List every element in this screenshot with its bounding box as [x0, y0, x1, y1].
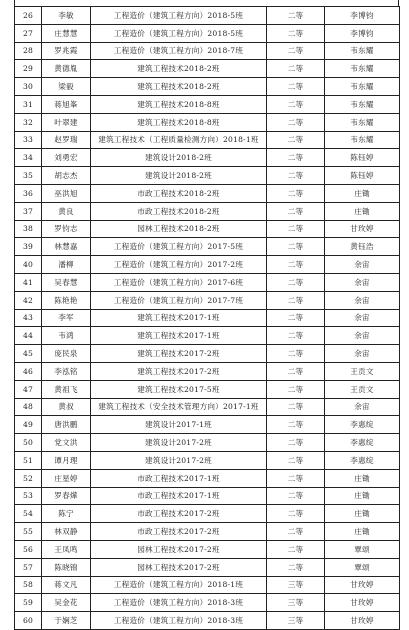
award-level-cell: 二等	[267, 470, 325, 487]
advisor-name-cell: 韦东耀	[325, 114, 400, 131]
student-name-cell: 蒋文凡	[42, 577, 91, 594]
row-number-cell: 47	[15, 381, 42, 398]
row-number-cell: 39	[15, 238, 42, 255]
award-level-cell: 二等	[267, 78, 325, 95]
row-number-cell: 56	[15, 541, 42, 558]
class-name-cell: 建筑工程技术2018-8班	[91, 96, 267, 113]
row-number-cell: 45	[15, 345, 42, 362]
class-name-cell: 建筑工程技术（安全技术管理方向）2017-1班	[91, 399, 267, 416]
row-number-cell: 50	[15, 434, 42, 451]
table-row	[15, 185, 400, 203]
class-name-cell: 建筑设计2017-2班	[91, 434, 267, 451]
advisor-name-cell: 甘玫婷	[325, 612, 400, 629]
student-name-cell: 陈晓锦	[42, 559, 91, 576]
student-name-cell: 李泓铭	[42, 363, 91, 380]
award-level-cell: 二等	[267, 416, 325, 433]
student-name-cell: 刘勇宏	[42, 149, 91, 166]
award-level-cell: 二等	[267, 541, 325, 558]
row-number-cell: 33	[15, 132, 42, 149]
award-level-cell: 二等	[267, 167, 325, 184]
class-name-cell: 建筑工程技术2017-1班	[91, 310, 267, 327]
table-row	[15, 60, 400, 78]
advisor-name-cell: 李惠绽	[325, 452, 400, 469]
class-name-cell: 工程造价（建筑工程方向）2018-3班	[91, 594, 267, 611]
class-name-cell: 建筑设计2018-2班	[91, 167, 267, 184]
award-level-cell: 二等	[267, 363, 325, 380]
class-name-cell: 工程造价（建筑工程方向）2017-7班	[91, 292, 267, 309]
class-name-cell: 建筑设计2017-2班	[91, 452, 267, 469]
table-row	[15, 381, 400, 399]
award-level-cell: 二等	[267, 149, 325, 166]
class-name-cell: 园林工程技术2017-2班	[91, 541, 267, 558]
class-name-cell: 建筑工程技术2017-5班	[91, 381, 267, 398]
student-name-cell: 李敏	[42, 7, 91, 24]
row-number-cell: 26	[15, 7, 42, 24]
award-level-cell: 二等	[267, 274, 325, 291]
table-row	[15, 43, 400, 61]
class-name-cell: 建筑工程技术2017-2班	[91, 363, 267, 380]
row-number-cell: 53	[15, 488, 42, 505]
class-name-cell: 工程造价（建筑工程方向）2018-3班	[91, 612, 267, 629]
row-number-cell: 27	[15, 25, 42, 42]
advisor-name-cell: 韦东耀	[325, 132, 400, 149]
award-level-cell: 二等	[267, 310, 325, 327]
table-row	[15, 7, 400, 25]
row-number-cell: 51	[15, 452, 42, 469]
award-level-cell: 二等	[267, 203, 325, 220]
advisor-name-cell: 甘玫婷	[325, 594, 400, 611]
award-table	[14, 6, 400, 630]
award-level-cell: 二等	[267, 114, 325, 131]
row-number-cell: 52	[15, 470, 42, 487]
student-name-cell: 林双静	[42, 523, 91, 540]
student-name-cell: 林慧嘉	[42, 238, 91, 255]
table-row	[15, 221, 400, 239]
row-number-cell: 54	[15, 505, 42, 522]
student-name-cell: 黄祖飞	[42, 381, 91, 398]
advisor-name-cell: 陈钰婷	[325, 149, 400, 166]
advisor-name-cell: 王贡文	[325, 363, 400, 380]
table-row	[15, 363, 400, 381]
award-level-cell: 二等	[267, 25, 325, 42]
student-name-cell: 吴金花	[42, 594, 91, 611]
table-row	[15, 327, 400, 345]
row-number-cell: 29	[15, 60, 42, 77]
advisor-name-cell: 韦东耀	[325, 60, 400, 77]
table-row	[15, 434, 400, 452]
class-name-cell: 工程造价（建筑工程方向）2017-6班	[91, 274, 267, 291]
student-name-cell: 党文洪	[42, 434, 91, 451]
award-level-cell: 二等	[267, 96, 325, 113]
award-level-cell: 三等	[267, 594, 325, 611]
advisor-name-cell: 庄锄	[325, 185, 400, 202]
award-level-cell: 二等	[267, 381, 325, 398]
row-number-cell: 49	[15, 416, 42, 433]
award-level-cell: 二等	[267, 399, 325, 416]
advisor-name-cell: 陈钰婷	[325, 167, 400, 184]
row-number-cell: 44	[15, 327, 42, 344]
student-name-cell: 巫洪旭	[42, 185, 91, 202]
table-row	[15, 612, 400, 630]
table-row	[15, 523, 400, 541]
class-name-cell: 建筑工程技术（工程质量检测方向）2018-1班	[91, 132, 267, 149]
advisor-name-cell: 韦东耀	[325, 78, 400, 95]
class-name-cell: 园林工程技术2017-2班	[91, 559, 267, 576]
advisor-name-cell: 余宙	[325, 327, 400, 344]
table-row	[15, 274, 400, 292]
advisor-name-cell: 余宙	[325, 256, 400, 273]
student-name-cell: 蒋旭峯	[42, 96, 91, 113]
class-name-cell: 市政工程技术2018-2班	[91, 185, 267, 202]
row-number-cell: 35	[15, 167, 42, 184]
student-name-cell: 叶翠建	[42, 114, 91, 131]
award-level-cell: 二等	[267, 185, 325, 202]
class-name-cell: 建筑工程技术2018-2班	[91, 78, 267, 95]
row-number-cell: 41	[15, 274, 42, 291]
student-name-cell: 于娴芝	[42, 612, 91, 629]
student-name-cell: 韦鸿	[42, 327, 91, 344]
row-number-cell: 32	[15, 114, 42, 131]
award-level-cell: 二等	[267, 505, 325, 522]
class-name-cell: 建筑工程技术2018-8班	[91, 114, 267, 131]
class-name-cell: 工程造价（建筑工程方向）2017-5班	[91, 238, 267, 255]
row-number-cell: 38	[15, 221, 42, 238]
class-name-cell: 建筑工程技术2018-2班	[91, 60, 267, 77]
table-row	[15, 541, 400, 559]
award-level-cell: 二等	[267, 434, 325, 451]
advisor-name-cell: 庄锄	[325, 488, 400, 505]
student-name-cell: 罗春燁	[42, 488, 91, 505]
advisor-name-cell: 余宙	[325, 345, 400, 362]
advisor-name-cell: 王贡文	[325, 381, 400, 398]
advisor-name-cell: 庄锄	[325, 470, 400, 487]
table-row	[15, 470, 400, 488]
student-name-cell: 赵罗瑞	[42, 132, 91, 149]
award-level-cell: 二等	[267, 132, 325, 149]
class-name-cell: 工程造价（建筑工程方向）2017-2班	[91, 256, 267, 273]
row-number-cell: 42	[15, 292, 42, 309]
class-name-cell: 工程造价（建筑工程方向）2018-5班	[91, 25, 267, 42]
class-name-cell: 建筑工程技术2017-2班	[91, 345, 267, 362]
award-level-cell: 二等	[267, 7, 325, 24]
row-number-cell: 57	[15, 559, 42, 576]
row-number-cell: 36	[15, 185, 42, 202]
table-row	[15, 96, 400, 114]
table-row	[15, 345, 400, 363]
advisor-name-cell: 李惠绽	[325, 416, 400, 433]
advisor-name-cell: 庄锄	[325, 203, 400, 220]
award-level-cell: 二等	[267, 60, 325, 77]
advisor-name-cell: 韦东耀	[325, 43, 400, 60]
row-number-cell: 58	[15, 577, 42, 594]
row-number-cell: 34	[15, 149, 42, 166]
row-number-cell: 55	[15, 523, 42, 540]
class-name-cell: 建筑设计2018-2班	[91, 149, 267, 166]
award-level-cell: 二等	[267, 256, 325, 273]
advisor-name-cell: 韦东耀	[325, 96, 400, 113]
advisor-name-cell: 余宙	[325, 310, 400, 327]
advisor-name-cell: 甘玫婷	[325, 221, 400, 238]
table-row	[15, 25, 400, 43]
class-name-cell: 市政工程技术2017-2班	[91, 523, 267, 540]
class-name-cell: 市政工程技术2017-1班	[91, 470, 267, 487]
table-row	[15, 238, 400, 256]
student-name-cell: 李军	[42, 310, 91, 327]
advisor-name-cell: 余宙	[325, 292, 400, 309]
student-name-cell: 梁毅	[42, 78, 91, 95]
student-name-cell: 唐洪鹏	[42, 416, 91, 433]
advisor-name-cell: 覃颂	[325, 541, 400, 558]
student-name-cell: 潘柳	[42, 256, 91, 273]
table-row	[15, 114, 400, 132]
table-row	[15, 577, 400, 595]
student-name-cell: 胡志杰	[42, 167, 91, 184]
student-name-cell: 罗兆霞	[42, 43, 91, 60]
student-name-cell: 陈艳艳	[42, 292, 91, 309]
student-name-cell: 庄星婷	[42, 470, 91, 487]
table-row	[15, 167, 400, 185]
table-row	[15, 505, 400, 523]
class-name-cell: 市政工程技术2017-2班	[91, 505, 267, 522]
row-number-cell: 48	[15, 399, 42, 416]
row-number-cell: 28	[15, 43, 42, 60]
row-number-cell: 46	[15, 363, 42, 380]
table-row	[15, 310, 400, 328]
advisor-name-cell: 覃颂	[325, 559, 400, 576]
student-name-cell: 庞民泉	[42, 345, 91, 362]
award-level-cell: 三等	[267, 577, 325, 594]
student-name-cell: 陈宁	[42, 505, 91, 522]
advisor-name-cell: 李博钧	[325, 7, 400, 24]
student-name-cell: 黄德胤	[42, 60, 91, 77]
class-name-cell: 园林工程技术2018-2班	[91, 221, 267, 238]
row-number-cell: 59	[15, 594, 42, 611]
advisor-name-cell: 余宙	[325, 399, 400, 416]
advisor-name-cell: 甘玫婷	[325, 577, 400, 594]
award-level-cell: 二等	[267, 488, 325, 505]
row-number-cell: 60	[15, 612, 42, 629]
table-row	[15, 78, 400, 96]
table-row	[15, 203, 400, 221]
table-row	[15, 292, 400, 310]
advisor-name-cell: 庄锄	[325, 523, 400, 540]
class-name-cell: 建筑设计2017-1班	[91, 416, 267, 433]
table-row	[15, 416, 400, 434]
award-level-cell: 二等	[267, 452, 325, 469]
table-row	[15, 399, 400, 417]
advisor-name-cell: 李博钧	[325, 25, 400, 42]
award-level-cell: 二等	[267, 345, 325, 362]
student-name-cell: 黄良	[42, 203, 91, 220]
student-name-cell: 王凤鸣	[42, 541, 91, 558]
class-name-cell: 市政工程技术2018-2班	[91, 203, 267, 220]
row-number-cell: 40	[15, 256, 42, 273]
award-level-cell: 二等	[267, 43, 325, 60]
row-number-cell: 43	[15, 310, 42, 327]
award-level-cell: 二等	[267, 292, 325, 309]
table-row	[15, 559, 400, 577]
class-name-cell: 工程造价（建筑工程方向）2018-1班	[91, 577, 267, 594]
class-name-cell: 市政工程技术2017-1班	[91, 488, 267, 505]
student-name-cell: 罗钧志	[42, 221, 91, 238]
class-name-cell: 建筑工程技术2017-1班	[91, 327, 267, 344]
class-name-cell: 工程造价（建筑工程方向）2018-7班	[91, 43, 267, 60]
table-row	[15, 488, 400, 506]
table-row	[15, 452, 400, 470]
student-name-cell: 黄叔	[42, 399, 91, 416]
award-level-cell: 二等	[267, 327, 325, 344]
row-number-cell: 31	[15, 96, 42, 113]
award-level-cell: 二等	[267, 238, 325, 255]
award-level-cell: 三等	[267, 612, 325, 629]
award-level-cell: 二等	[267, 523, 325, 540]
class-name-cell: 工程造价（建筑工程方向）2018-5班	[91, 7, 267, 24]
table-row	[15, 149, 400, 167]
student-name-cell: 谭月理	[42, 452, 91, 469]
award-level-cell: 二等	[267, 221, 325, 238]
row-number-cell: 30	[15, 78, 42, 95]
award-level-cell: 二等	[267, 559, 325, 576]
row-number-cell: 37	[15, 203, 42, 220]
student-name-cell: 吴春慧	[42, 274, 91, 291]
advisor-name-cell: 余宙	[325, 274, 400, 291]
advisor-name-cell: 庄锄	[325, 505, 400, 522]
student-name-cell: 庄慧慧	[42, 25, 91, 42]
advisor-name-cell: 李惠绽	[325, 434, 400, 451]
table-row	[15, 132, 400, 150]
advisor-name-cell: 黄钰浩	[325, 238, 400, 255]
table-row	[15, 594, 400, 612]
table-row	[15, 256, 400, 274]
